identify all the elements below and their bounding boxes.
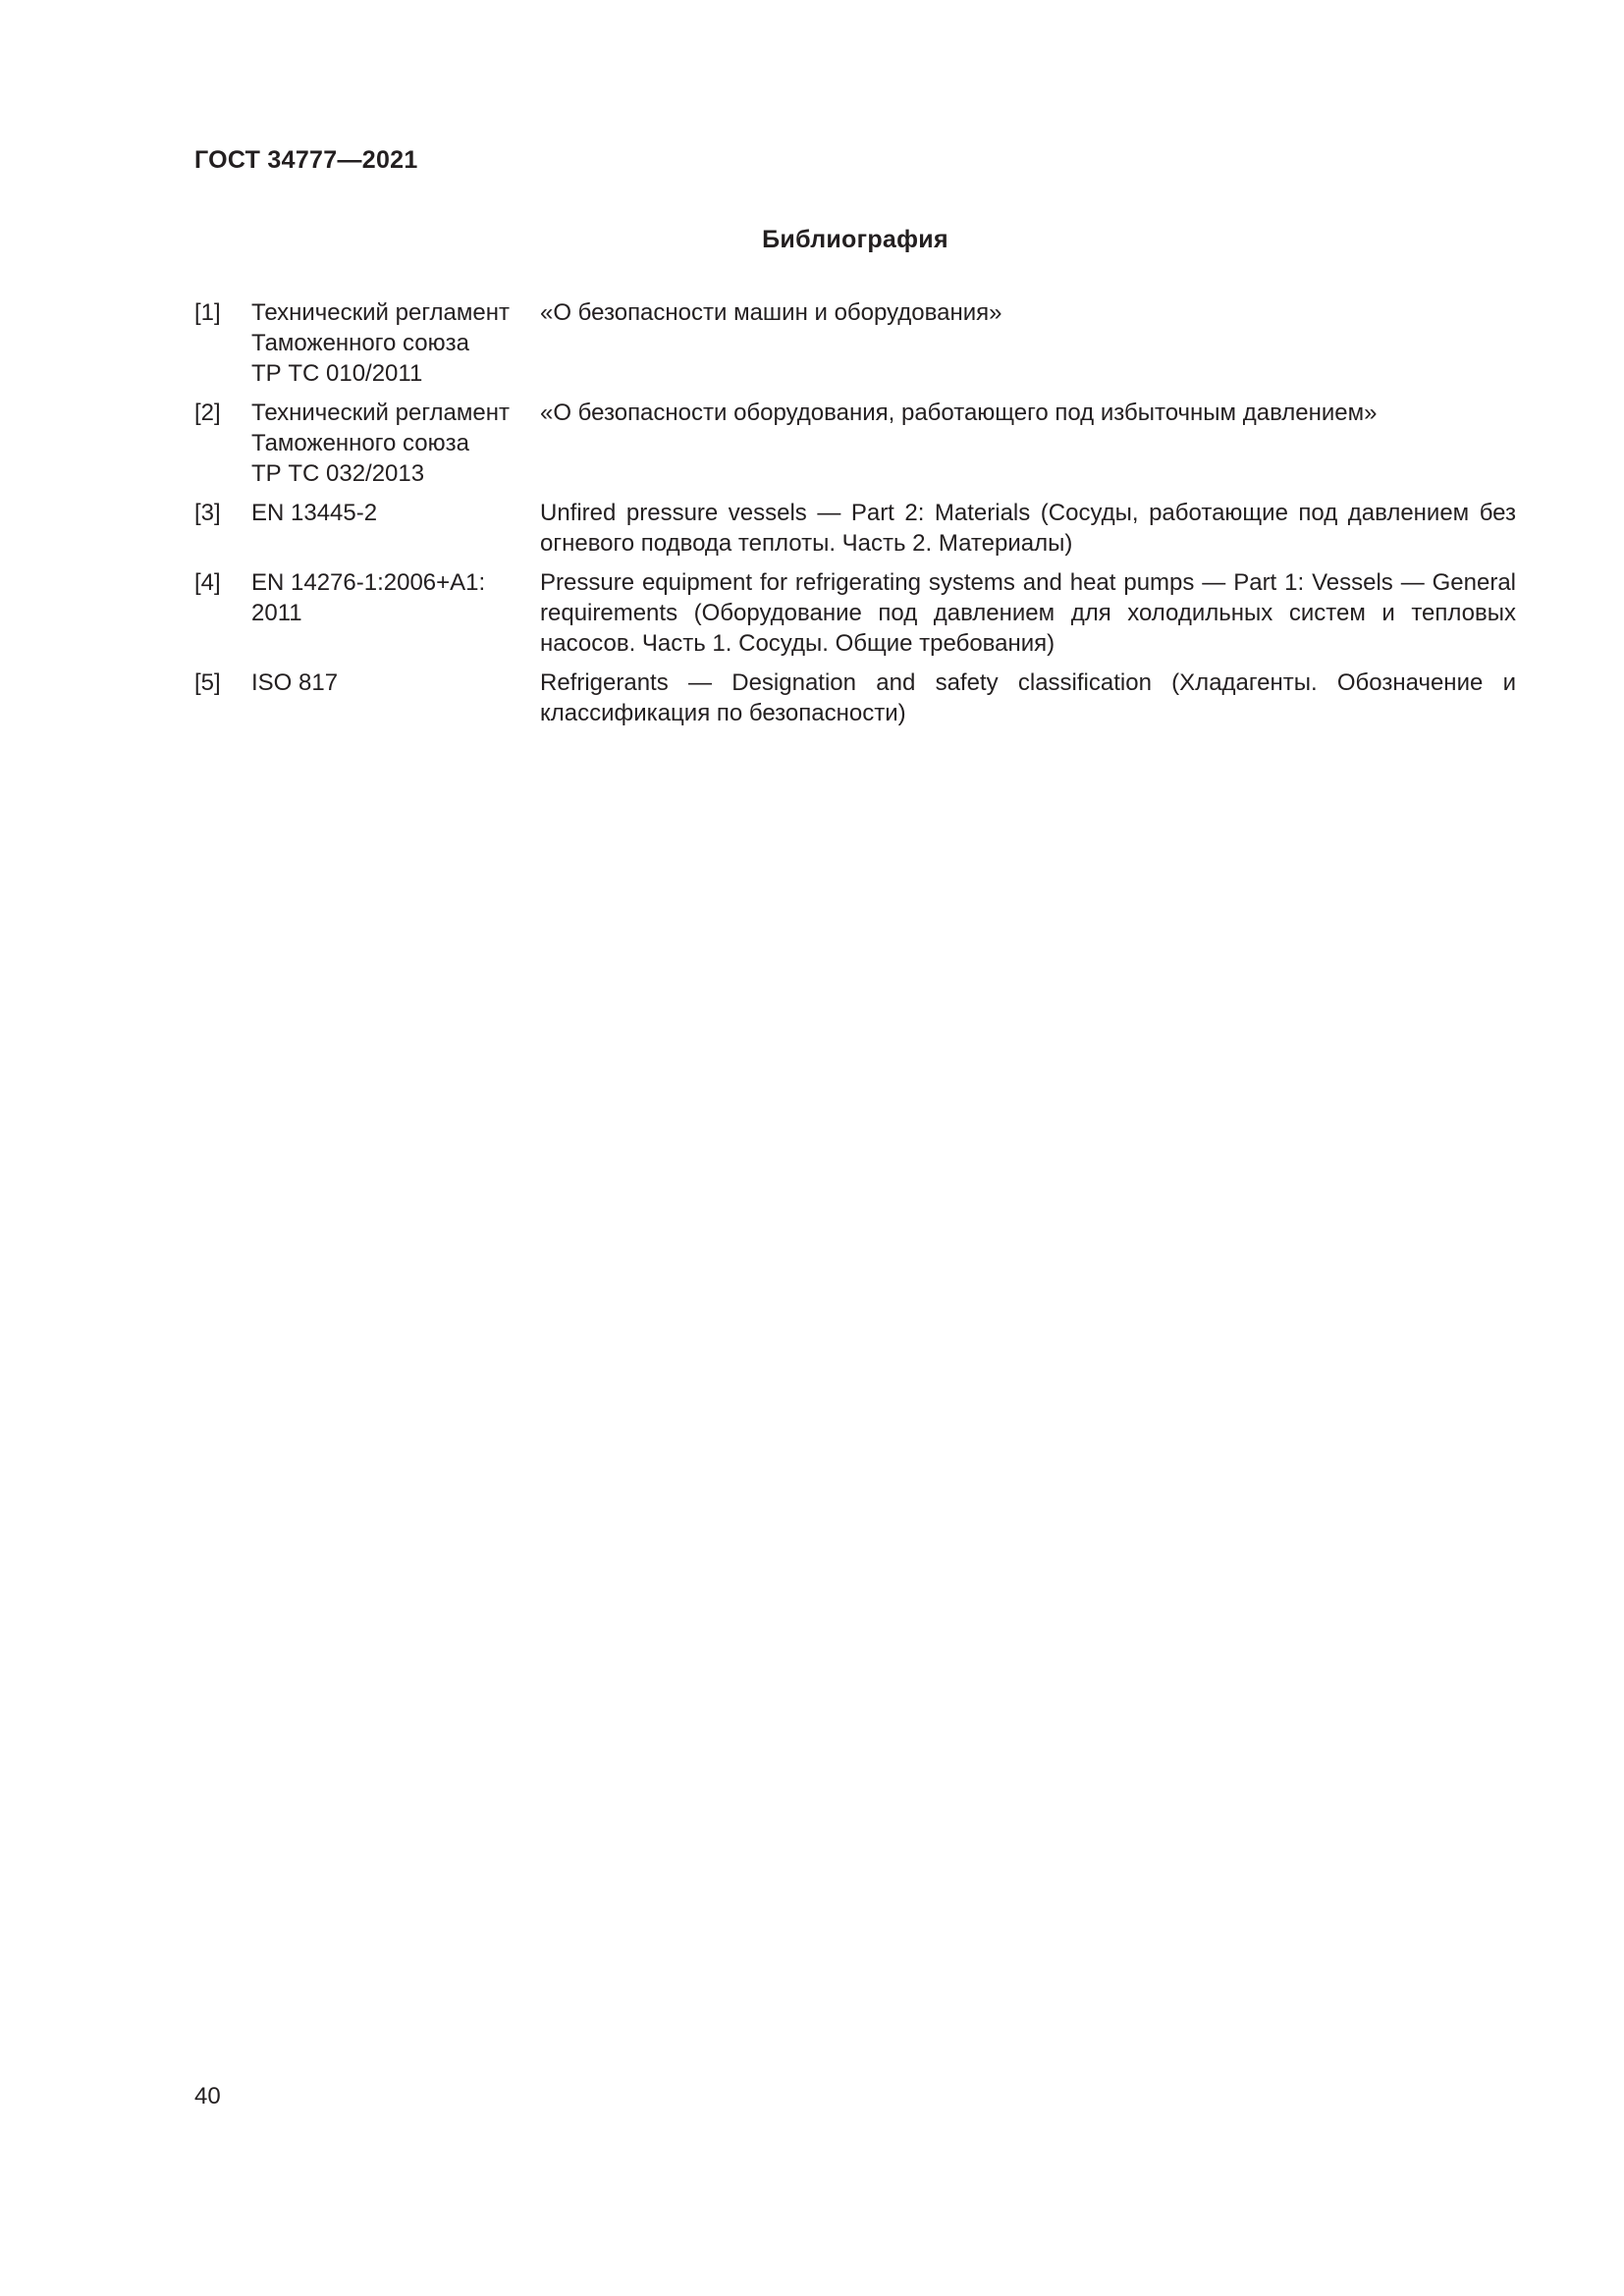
entry-reference-line: ТР ТС 010/2011 bbox=[251, 360, 423, 387]
entry-reference bbox=[251, 498, 540, 567]
entry-description: Pressure equipment for refrigerating systems and heat pumps — Part 1: Vessels — General requirements (Оборудование под давлением для холодильных систем и тепловых насосов. Часть 1. Сосуды. Общие требования) bbox=[540, 569, 1516, 657]
entry-number: [3] bbox=[194, 500, 221, 526]
entry-number: [5] bbox=[194, 669, 221, 696]
bibliography-entry bbox=[194, 297, 1516, 398]
entry-reference bbox=[251, 567, 540, 667]
entry-reference-line: EN 14276-1:2006+A1: bbox=[251, 569, 486, 596]
entry-description: Unfired pressure vessels — Part 2: Materials (Сосуды, работающие под давлением без огневого подвода теплоты. Часть 2. Материалы) bbox=[540, 500, 1516, 557]
entry-reference-line: 2011 bbox=[251, 600, 302, 626]
entry-description: Refrigerants — Designation and safety classification (Хладагенты. Обозначение и классификация по безопасности) bbox=[540, 669, 1516, 726]
entry-description: «О безопасности машин и оборудования» bbox=[540, 299, 1002, 326]
bibliography-entry bbox=[194, 667, 1516, 737]
entry-number: [4] bbox=[194, 569, 221, 596]
bibliography-entry bbox=[194, 567, 1516, 667]
entry-reference-line: EN 13445-2 bbox=[251, 500, 378, 526]
bibliography-table bbox=[194, 297, 1516, 737]
entry-reference bbox=[251, 667, 540, 737]
document-code: ГОСТ 34777—2021 bbox=[194, 146, 418, 174]
bibliography-entry bbox=[194, 498, 1516, 567]
entry-reference-line: Таможенного союза bbox=[251, 330, 469, 356]
bibliography-entry bbox=[194, 398, 1516, 498]
bibliography-title: Библиография bbox=[762, 226, 948, 253]
entry-reference-line: Таможенного союза bbox=[251, 430, 469, 456]
entry-reference bbox=[251, 297, 540, 398]
entry-reference-line: ISO 817 bbox=[251, 669, 339, 696]
entry-reference-line: Технический регламент bbox=[251, 400, 510, 426]
entry-reference-line: ТР ТС 032/2013 bbox=[251, 460, 425, 487]
entry-reference-line: Технический регламент bbox=[251, 299, 510, 326]
entry-number: [1] bbox=[194, 299, 221, 326]
page-number: 40 bbox=[194, 2083, 221, 2109]
entry-number: [2] bbox=[194, 400, 221, 426]
entry-description: «О безопасности оборудования, работающего под избыточным давлением» bbox=[540, 400, 1378, 426]
entry-reference bbox=[251, 398, 540, 498]
